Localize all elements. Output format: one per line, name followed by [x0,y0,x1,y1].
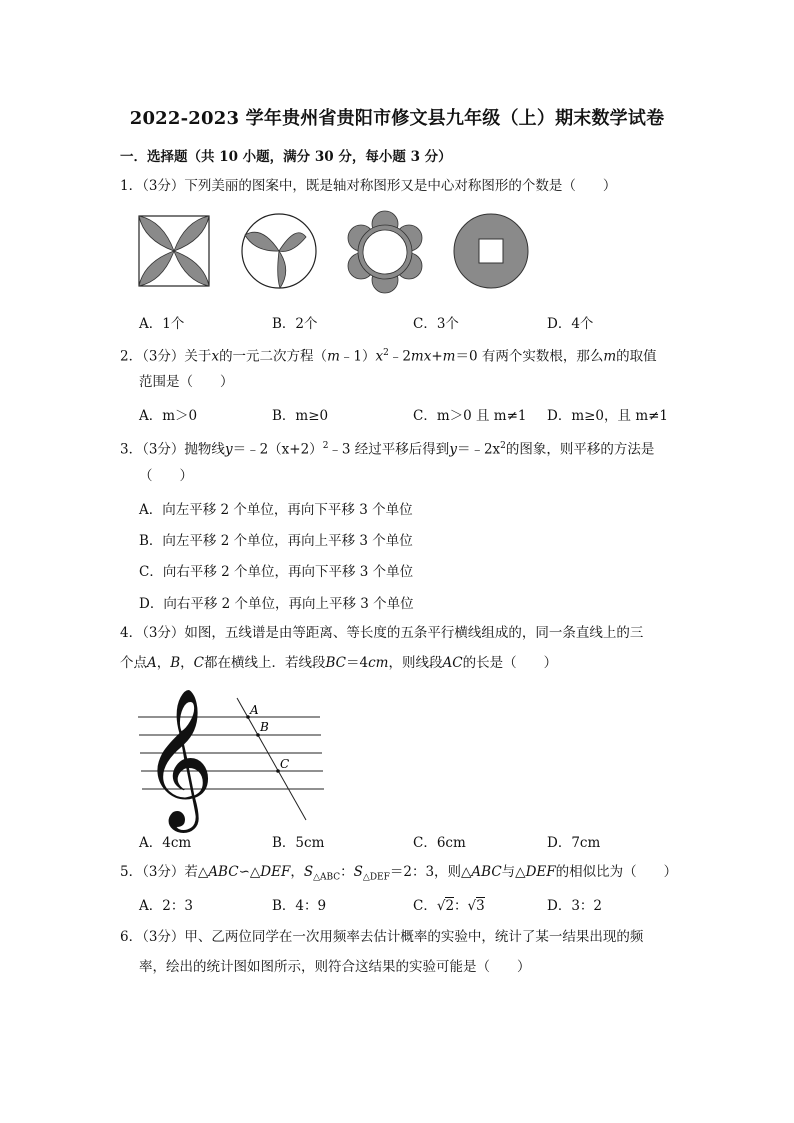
q3-option-d: D．向右平移 2 个单位，再向上平移 3 个单位 [139,596,414,612]
q2-option-a: A．m＞0 [139,408,198,424]
circle-three-petals-figure [242,214,316,288]
q5-option-a: A．2：3 [139,898,193,914]
svg-text:B: B [260,720,269,734]
q4-option-d: D．7cm [547,835,601,851]
q5-option-b: B．4：9 [272,898,327,914]
q3-option-b: B．向左平移 2 个单位，再向上平移 3 个单位 [139,533,413,549]
q1-option-b: B．2个 [272,316,318,332]
q2-option-c: C．m＞0 且 m≠1 [413,408,527,424]
question-6-line2: 率，绘出的统计图如图所示，则符合这结果的实验可能是（ ） [139,959,531,975]
section-heading: 一．选择题（共 10 小题，满分 30 分，每小题 3 分） [120,149,452,165]
question-3-line2: （ ） [139,468,193,484]
q2-option-d: D．m≥0，且 m≠1 [547,408,669,424]
svg-text:A: A [250,703,259,717]
coin-figure [454,214,528,288]
flower-figure [348,211,422,293]
square-petals-figure [139,216,209,286]
q1-option-d: D．4个 [547,316,594,332]
q1-figures [0,210,794,330]
treble-clef-icon: 𝄞 [143,688,214,827]
q1-option-c: C．3个 [413,316,459,332]
question-2-line1: 2．（3分）关于x的一元二次方程$(m﹣1)x^2﹣2mx+m=0$ 有两个实数根，那么m的取值 [120,348,657,365]
question-4-line2: 个点A，B，C都在横线上．若线段BC＝4cm，则线段AC的长是（ ） [120,655,558,671]
q4-option-c: C．6cm [413,835,466,851]
question-2-line2: 范围是（ ） [139,374,234,390]
question-5-stem: 5．（3分）若△ABC∽△DEF，$S_{\triangle ABC}$：$S_{\triangle DEF}=2$：3，则△ABC与△DEF的相似比为（ ） [120,864,678,883]
q1-option-a: A．1个 [139,316,185,332]
q3-option-a: A．向左平移 2 个单位，再向下平移 3 个单位 [139,502,413,518]
q5-option-d: D．3：2 [547,898,603,914]
question-3-line1: 3．（3分）抛物线$y=﹣2(x+2)^2﹣3$ 经过平移后得到$y=﹣2x^2$的图象，则平移的方法是 [120,441,655,458]
staff-figure [0,680,794,827]
q2-option-b: B．m≥0 [272,408,329,424]
q4-option-a: A．4cm [139,835,192,851]
svg-text:C: C [280,757,290,771]
question-6-line1: 6．（3分）甲、乙两位同学在一次用频率去估计概率的实验中，统计了某一结果出现的频 [120,929,644,945]
q3-option-c: C．向右平移 2 个单位，再向下平移 3 个单位 [139,564,414,580]
question-4-line1: 4．（3分）如图，五线谱是由等距离、等长度的五条平行横线组成的，同一条直线上的三 [120,625,644,641]
question-1-stem: 1．（3分）下列美丽的图案中，既是轴对称图形又是中心对称图形的个数是（ ） [120,178,617,194]
q4-option-b: B．5cm [272,835,325,851]
page-title: 2022-2023 学年贵州省贵阳市修文县九年级（上）期末数学试卷 [129,108,665,129]
q5-option-c: C．√2：√3 [413,898,485,914]
